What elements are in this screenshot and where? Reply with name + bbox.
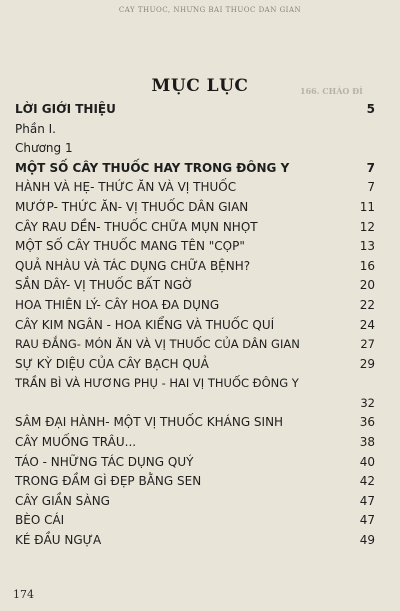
toc-entry-page: 47	[359, 493, 375, 508]
toc-entry-title: CÂY MUỐNG TRÂU...	[15, 434, 137, 449]
toc-entry-title: SÂM ĐẠI HÀNH- MỘT VỊ THUỐC KHÁNG SINH	[15, 415, 284, 430]
toc-entry	[15, 374, 375, 413]
toc-entry	[15, 433, 375, 453]
toc-entry-page: 24	[359, 317, 375, 332]
toc-entry	[15, 355, 375, 375]
toc-entry-page: 22	[359, 297, 375, 312]
toc-entry-title: SẮN DÂY- VỊ THUỐC BẤT NGỜ	[15, 278, 194, 293]
toc-entry-page: 12	[359, 219, 375, 234]
toc-entry-title: QUẢ NHÀU VÀ TÁC DỤNG CHỮA BỆNH?	[15, 258, 251, 273]
table-of-contents	[15, 100, 375, 550]
toc-entry	[15, 335, 375, 355]
toc-entry-title: TRẦN BÌ VÀ HƯƠNG PHỤ - HAI VỊ THUỐC ĐÔNG Y	[15, 376, 299, 391]
toc-entry	[15, 492, 375, 512]
toc-entry	[15, 198, 375, 218]
toc-entry-page: 40	[359, 454, 375, 469]
toc-entry-title: MƯỚP- THỨC ĂN- VỊ THUỐC DÂN GIAN	[15, 199, 249, 214]
toc-entry-title: MỘT SỐ CÂY THUỐC HAY TRONG ĐÔNG Y	[15, 160, 290, 175]
toc-entry	[15, 139, 375, 159]
toc-entry	[15, 237, 375, 257]
toc-entry	[15, 296, 375, 316]
toc-entry	[15, 472, 375, 492]
toc-entry	[15, 276, 375, 296]
toc-entry-title: TÁO - NHỮNG TÁC DỤNG QUÝ	[15, 454, 194, 469]
toc-entry-page: 20	[359, 278, 375, 293]
toc-entry-page: 29	[359, 356, 375, 371]
page-number: 174	[13, 588, 34, 601]
toc-entry	[15, 511, 375, 531]
toc-entry	[15, 453, 375, 473]
toc-entry-title: Phần I.	[15, 121, 56, 136]
toc-entry	[15, 120, 375, 140]
toc-entry	[15, 257, 375, 277]
toc-entry-title: MỘT SỐ CÂY THUỐC MANG TÊN "CỌP"	[15, 239, 245, 254]
toc-entry-title: TRONG ĐẦM GÌ ĐẸP BẰNG SEN	[15, 474, 202, 489]
toc-entry-title: KÉ ĐẦU NGỰA	[15, 532, 102, 547]
toc-entry-title: Chương 1	[15, 141, 73, 156]
toc-entry	[15, 316, 375, 336]
toc-entry	[15, 178, 375, 198]
toc-entry-title: CÂY GIẦN SÀNG	[15, 493, 110, 508]
toc-entry-page: 7	[367, 180, 375, 195]
toc-entry	[15, 159, 375, 179]
toc-entry-title: CÂY RAU DỀN- THUỐC CHỮA MỤN NHỌT	[15, 219, 258, 234]
toc-entry	[15, 413, 375, 433]
toc-entry-page: 13	[359, 239, 375, 254]
toc-entry	[15, 531, 375, 551]
toc-entry-page: 16	[359, 258, 375, 273]
toc-entry	[15, 218, 375, 238]
toc-entry-title: RAU ĐẮNG- MÓN ĂN VÀ VỊ THUỐC CỦA DÂN GIAN	[15, 337, 300, 352]
toc-entry-page: 47	[359, 513, 375, 528]
bleed-through-text: 166. CHÁO ĐÌ	[300, 86, 363, 96]
toc-entry-title: SỰ KỲ DIỆU CỦA CÂY BẠCH QUẢ	[15, 356, 209, 371]
page-title: MỤC LỤC	[151, 76, 249, 96]
toc-entry	[15, 100, 375, 120]
toc-entry-title: LỜI GIỚI THIỆU	[15, 102, 116, 116]
toc-entry-page: 42	[359, 474, 375, 489]
toc-entry-title: HÀNH VÀ HẸ- THỨC ĂN VÀ VỊ THUỐC	[15, 180, 237, 195]
toc-entry-title: HOA THIÊN LÝ- CÂY HOA ĐA DỤNG	[15, 297, 220, 312]
toc-entry-page: 32	[360, 395, 375, 410]
toc-entry-title: CÂY KIM NGÂN - HOA KIỂNG VÀ THUỐC QUÍ	[15, 317, 275, 332]
toc-entry-page: 11	[359, 199, 375, 214]
toc-entry-page: 7	[366, 160, 375, 175]
toc-entry-page: 49	[359, 532, 375, 547]
toc-entry-page: 5	[366, 102, 375, 116]
running-head: CÂY THUỐC, NHỮNG BÀI THUỐC DÂN GIAN	[118, 6, 302, 14]
toc-entry-page: 38	[359, 434, 375, 449]
toc-entry-title: BÈO CÁI	[15, 513, 65, 528]
toc-entry-page: 27	[360, 337, 375, 352]
toc-entry-page: 36	[359, 415, 375, 430]
